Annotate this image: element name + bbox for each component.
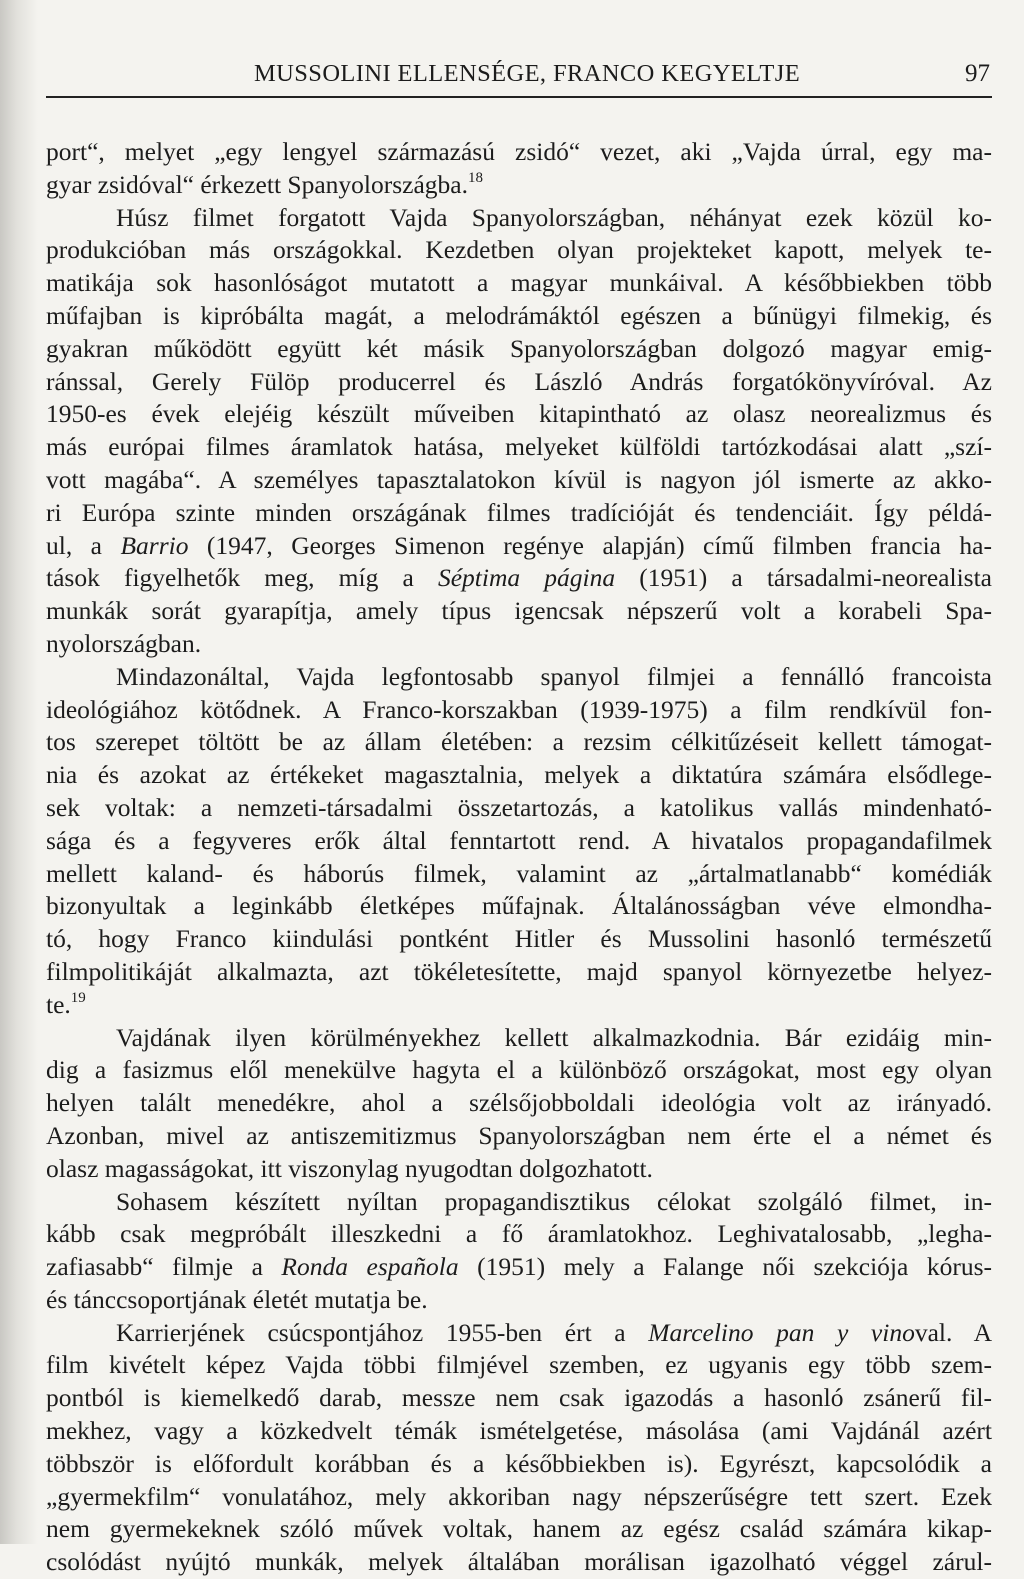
text-line: sága és a fegyveres erők által fenntartott rend. A hivatalos propagandafilmek: [46, 825, 992, 855]
text-line: Mindazonáltal, Vajda legfontosabb spanyol filmjei a fennálló francoista: [116, 661, 992, 691]
text-line: gyakran működött együtt két másik Spanyolországban dolgozó magyar emig-: [46, 333, 992, 363]
text-segment: (1951) mely a Falange női szekciója kórus-: [458, 1252, 993, 1282]
text-line: [46, 1317, 992, 1350]
text-line: [46, 1251, 992, 1284]
text-segment: te.: [46, 989, 71, 1019]
text-line: ri Európa szinte minden országának filmes tradícióját és tendenciáit. Így példá-: [46, 497, 992, 527]
page-number: 97: [965, 60, 990, 87]
text-line: 1950-es évek elejéig készült műveiben kitapintható az olasz neorealizmus és: [46, 399, 992, 429]
text-line: nem gyermekeknek szóló művek voltak, hanem az egész család számára kikap-: [46, 1514, 992, 1544]
text-segment: Karrierjének csúcspontjához 1955-ben ért a: [116, 1317, 649, 1347]
text-line: vott magába“. A személyes tapasztalatokon kívül is nagyon jól ismerte az akko-: [46, 464, 992, 494]
text-line: többször is előfordult korábban és a későbbiekben is). Egyrészt, kapcsolódik a: [46, 1448, 992, 1478]
text-line: és tánccsoportjának életét mutatja be.: [46, 1284, 428, 1314]
text-line: Sohasem készített nyíltan propagandisztikus célokat szolgáló filmet, in-: [116, 1186, 992, 1216]
text-line: dig a fasizmus elől menekülve hagyta el a különböző országokat, most egy olyan: [46, 1055, 992, 1085]
text-segment: (1951) a társadalmi-neorealista: [615, 563, 992, 593]
text-line: [46, 989, 992, 1022]
film-title: Barrio: [120, 530, 189, 560]
text-line: [46, 530, 992, 563]
text-line: produkcióban más országokkal. Kezdetben olyan projekteket kapott, melyek te-: [46, 235, 992, 265]
text-segment: gyar zsidóval“ érkezett Spanyolországba.: [46, 169, 468, 199]
text-line: Azonban, mivel az antiszemitizmus Spanyolországban nem érte el a német és: [46, 1120, 992, 1150]
text-line: olasz magasságokat, itt viszonylag nyugodtan dolgozhatott.: [46, 1153, 653, 1183]
text-line: ideológiához kötődnek. A Franco-korszakban (1939-1975) a film rendkívül fon-: [46, 694, 992, 724]
film-title: Ronda española: [281, 1252, 459, 1282]
text-line: más európai filmes áramlatok hatása, melyeket külföldi tartózkodásai alatt „szí-: [46, 432, 992, 462]
text-line: matikája sok hasonlóságot mutatott a magyar munkáival. A későbbiekben több: [46, 268, 992, 298]
text-segment: (1947, Georges Simenon regénye alapján) című filmben francia ha-: [188, 530, 992, 560]
scan-shadow: [0, 0, 38, 1544]
text-line: Vajdának ilyen körülményekhez kellett alkalmazkodnia. Bár ezidáig min-: [116, 1022, 992, 1052]
text-line: helyen talált menedékre, ahol a szélsőjobboldali ideológia volt az irányadó.: [46, 1088, 992, 1118]
text-line: kább csak megpróbált illeszkedni a fő áramlatokhoz. Leghivatalosabb, „legha-: [46, 1219, 992, 1249]
text-line: mellett kaland- és háborús filmek, valamint az „ártalmatlanabb“ komédiák: [46, 858, 992, 888]
text-line: tó, hogy Franco kiindulási pontként Hitler és Mussolini hasonló természetű: [46, 924, 992, 954]
text-line: film kivételt képez Vajda többi filmjével szemben, ez ugyanis egy több szem-: [46, 1350, 992, 1380]
text-line: „gyermekfilm“ vonulatához, mely akkoriban nagy népszerűségre tett szert. Ezek: [46, 1481, 992, 1511]
text-segment: val. A: [914, 1317, 992, 1347]
text-line: port“, melyet „egy lengyel származású zsidó“ vezet, aki „Vajda úrral, egy ma-: [46, 137, 992, 166]
text-line: nia és azokat az értékeket magasztalnia, melyek a diktatúra számára elsődlege-: [46, 760, 992, 790]
film-title: Marcelino pan y vino: [648, 1317, 915, 1347]
text-line: pontból is kiemelkedő darab, messze nem csak igazodás a hasonló zsánerű fil-: [46, 1383, 992, 1413]
running-header: [46, 56, 992, 98]
text-segment: tások figyelhetők meg, míg a: [46, 563, 438, 593]
text-line: mekhez, vagy a közkedvelt témák ismételgetése, másolása (ami Vajdánál azért: [46, 1416, 992, 1446]
text-line: [46, 562, 992, 595]
footnote-ref: 19: [70, 989, 86, 1006]
text-line: nyolországban.: [46, 628, 202, 658]
footnote-ref: 18: [468, 169, 483, 186]
body-text: [46, 136, 992, 1579]
film-title: Séptima página: [437, 563, 616, 593]
text-line: műfajban is kipróbálta magát, a melodrámáktól egészen a bűnügyi filmekig, és: [46, 300, 992, 330]
text-line: csolódást nyújtó munkák, melyek általában morálisan igazolható véggel zárul-: [46, 1547, 992, 1577]
text-line: sek voltak: a nemzeti-társadalmi összetartozás, a katolikus vallás mindenható-: [46, 792, 992, 822]
text-line: filmpolitikáját alkalmazta, azt tökéletesítette, majd spanyol környezetbe helyez-: [46, 956, 992, 986]
running-title: MUSSOLINI ELLENSÉGE, FRANCO KEGYELTJE: [254, 60, 801, 87]
text-line: Húsz filmet forgatott Vajda Spanyolországban, néhányat ezek közül ko-: [116, 202, 992, 232]
text-segment: zafiasabb“ filmje a: [46, 1252, 282, 1282]
text-line: tos szerepet töltött be az állam életében: a rezsim célkitűzéseit kellett támogat-: [46, 727, 992, 757]
text-segment: ul, a: [46, 530, 121, 560]
text-line: bizonyultak a leginkább életképes műfajnak. Általánosságban véve elmondha-: [46, 891, 992, 921]
text-line: munkák sorát gyarapítja, amely típus igencsak népszerű volt a korabeli Spa-: [46, 596, 992, 626]
text-line: ránssal, Gerely Fülöp producerrel és László András forgatókönyvíróval. Az: [46, 366, 992, 396]
book-page: [46, 56, 992, 1579]
text-line: [46, 169, 992, 202]
